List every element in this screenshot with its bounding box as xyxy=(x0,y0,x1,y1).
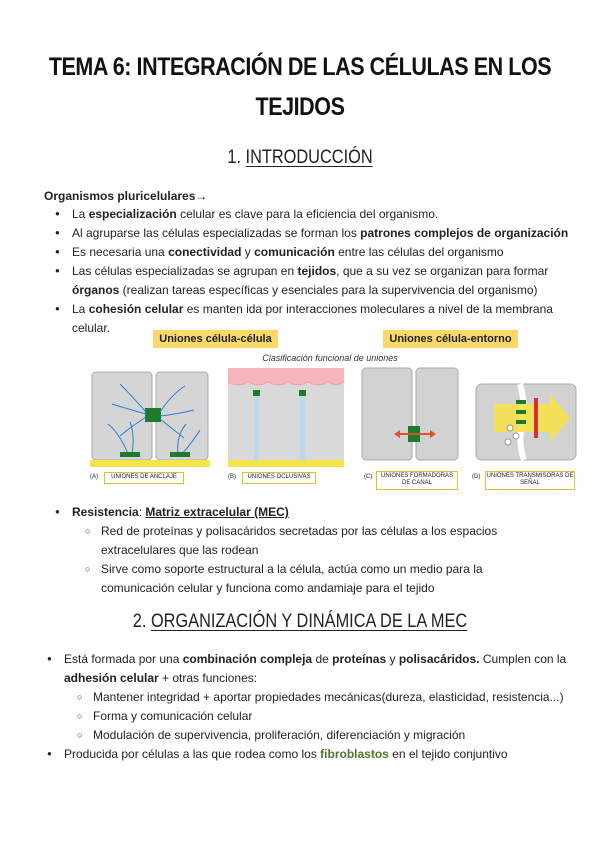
text-bold-underlined: Matriz extracelular (MEC) xyxy=(145,505,289,519)
panel-d-label-box xyxy=(485,471,575,490)
text: Es necesaria una xyxy=(72,245,169,259)
channel-junction-diagram xyxy=(362,368,458,460)
text: La xyxy=(72,302,89,316)
panel-b-letter: (B) xyxy=(228,474,236,480)
resistance-sub-1-cont: extracelulares que las rodean xyxy=(101,543,259,557)
text: + otras funciones: xyxy=(158,671,258,685)
mec-bullet-2 xyxy=(64,745,508,763)
anchoring-junction-diagram xyxy=(90,372,210,467)
text: entre las células del organismo xyxy=(334,245,504,259)
text: Cumplen con la xyxy=(479,652,567,666)
mec-bullet-1-cont xyxy=(64,669,257,687)
figure-tag-cell-cell: Uniones célula-célula xyxy=(153,330,278,348)
mec-sub-1: ○ Mantener integridad + aportar propiedades mecánicas(dureza, elasticidad, resistencia...) xyxy=(93,688,564,706)
section-2-title: ORGANIZACIÓN Y DINÁMICA DE LA MEC xyxy=(150,611,468,632)
text-bold: tejidos xyxy=(297,264,337,278)
text: de xyxy=(312,652,333,666)
junctions-illustration xyxy=(90,364,580,474)
resistance-sub-2: ○ Sirve como soporte estructural a la célula, actúa como un medio para la xyxy=(101,560,483,578)
text-bold: patrones complejos de organización xyxy=(360,226,569,240)
panel-a-label-box xyxy=(104,472,184,484)
text-bold: órganos xyxy=(72,283,120,297)
text: celular es clave para la eficiencia del organismo. xyxy=(176,207,439,221)
mec-sub-2: ○ Forma y comunicación celular xyxy=(93,707,252,725)
mec-sub-3: ○ Modulación de supervivencia, proliferación, diferenciación y migración xyxy=(93,726,465,744)
text: La xyxy=(72,207,89,221)
text: : xyxy=(138,505,146,519)
panel-c-label-box xyxy=(376,471,458,490)
panel-a-label: UNIONES DE ANCLAJE xyxy=(111,474,177,480)
page-title-line-2: TEJIDOS xyxy=(255,93,345,121)
panel-a-letter: (A) xyxy=(90,474,98,480)
text-bold: Resistencia xyxy=(72,505,139,519)
panel-d-letter: (D) xyxy=(472,474,481,480)
text-bold: combinación compleja xyxy=(182,652,313,666)
resistance-sub-2-cont: comunicación celular y funciona como andamiaje para el tejido xyxy=(101,581,435,595)
section-1-number: 1. xyxy=(227,147,241,168)
signaling-junction-diagram xyxy=(476,384,576,460)
text-bold: adhesión celular xyxy=(64,671,159,685)
text-bold: conectividad xyxy=(168,245,242,259)
intro-bullet-5-cont: celular. xyxy=(72,321,111,335)
intro-bullet-4-cont xyxy=(72,281,538,299)
intro-heading: Organismos pluricelulares→ xyxy=(44,189,208,203)
text: y xyxy=(241,245,255,259)
section-2-number: 2. xyxy=(132,611,147,632)
panel-b-label: UNIONES OCLUSIVAS xyxy=(247,474,311,480)
intro-bullet-1 xyxy=(72,205,438,223)
intro-bullet-2 xyxy=(72,224,568,242)
section-2-heading xyxy=(42,611,558,633)
text-green-bold: fibroblastos xyxy=(320,747,389,761)
panel-b-label-box xyxy=(242,472,316,484)
text: (realizan tareas específicas y esenciales para la supervivencia del organismo) xyxy=(119,283,538,297)
intro-bullet-5 xyxy=(72,300,553,318)
text-bold: especialización xyxy=(88,207,177,221)
text: en el tejido conjuntivo xyxy=(388,747,508,761)
section-1-heading xyxy=(42,147,558,169)
text: Está formada por una xyxy=(64,652,183,666)
page-title-line-1: TEMA 6: INTEGRACIÓN DE LAS CÉLULAS EN LOS xyxy=(48,53,552,81)
text-bold: comunicación xyxy=(254,245,335,259)
text-bold: polisacáridos. xyxy=(398,652,480,666)
section-1-title: INTRODUCCIÓN xyxy=(245,147,373,168)
figure-tag-cell-environment: Uniones célula-entorno xyxy=(383,330,518,348)
text: Las células especializadas se agrupan en xyxy=(72,264,298,278)
resistance-sub-1: ○ Red de proteínas y polisacáridos secretadas por las células a los espacios xyxy=(101,522,497,540)
text: Producida por células a las que rodea como los xyxy=(64,747,321,761)
intro-bullet-3 xyxy=(72,243,504,261)
panel-d-label: UNIONES TRANSMISORAS DE SEÑAL xyxy=(486,473,574,486)
intro-bullet-4 xyxy=(72,262,548,280)
occluding-junction-diagram xyxy=(228,368,344,467)
text: y xyxy=(386,652,399,666)
text: Al agruparse las células especializadas se forman los xyxy=(72,226,361,240)
panel-c-label: UNIONES FORMADORAS DE CANAL xyxy=(380,473,453,486)
resistance-bullet xyxy=(72,503,289,521)
text: , que a su vez se organizan para formar xyxy=(336,264,549,278)
text-bold: cohesión celular xyxy=(88,302,184,316)
text: es manten ida por interacciones moleculares a nivel de la membrana xyxy=(183,302,553,316)
figure-subtitle: Clasificación funcional de uniones xyxy=(262,353,398,363)
mec-bullet-1 xyxy=(64,650,566,668)
text-bold: proteínas xyxy=(332,652,387,666)
panel-c-letter: (C) xyxy=(364,474,373,480)
